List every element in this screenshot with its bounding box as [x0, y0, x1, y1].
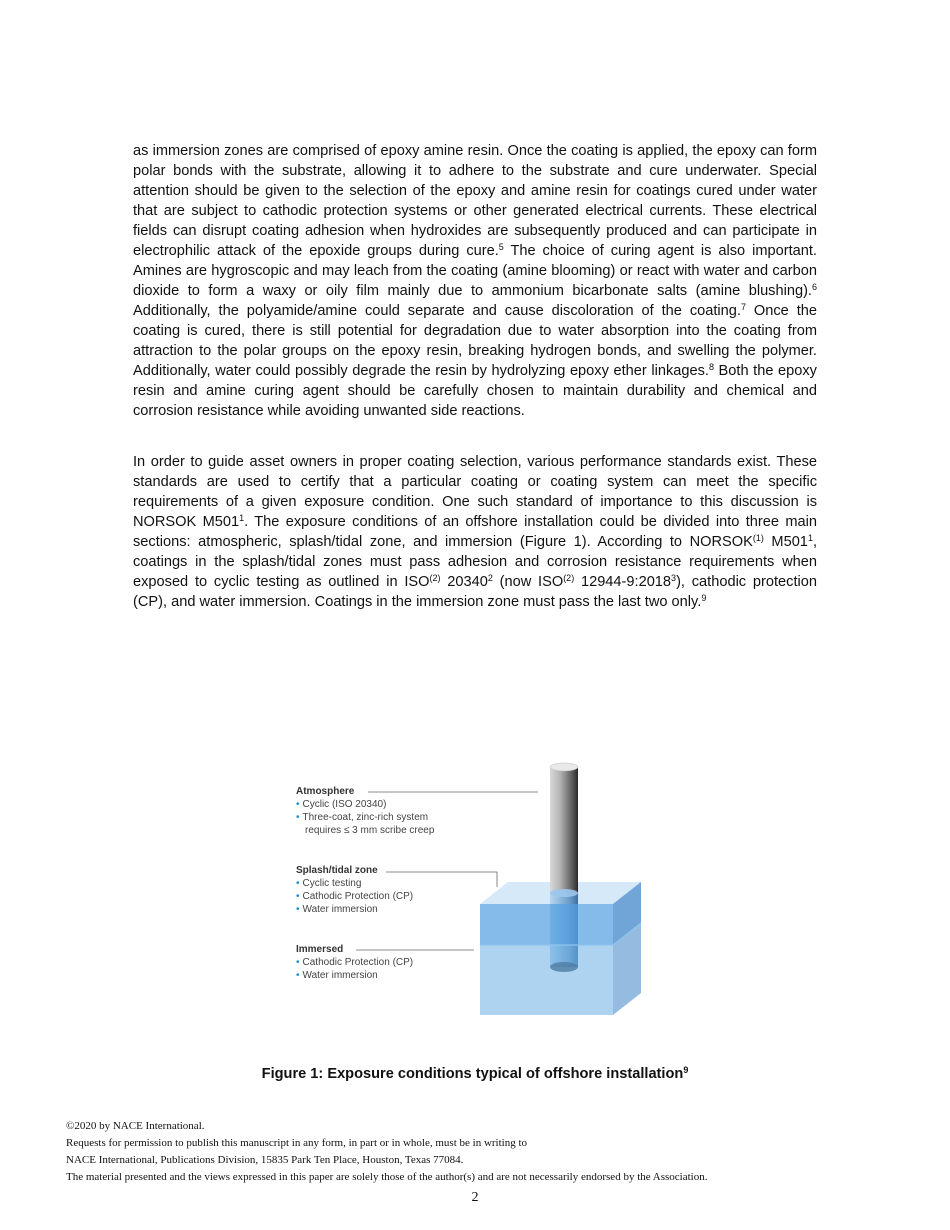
immersed-heading: Immersed — [296, 944, 344, 955]
footer-copyright: ©2020 by NACE International. — [66, 1120, 205, 1132]
page-number: 2 — [471, 1190, 479, 1205]
citation-ref: 9 — [683, 1065, 689, 1075]
legend-item: • Three-coat, zinc-rich system — [296, 812, 429, 823]
footnote-ref: (2) — [429, 573, 441, 583]
citation-ref: 9 — [701, 593, 707, 603]
para1-text-3: Additionally, the polyamide/amine could separate and cause discoloration of the coating. — [133, 303, 741, 319]
legend-item: • Cathodic Protection (CP) — [296, 891, 414, 902]
citation-ref: 6 — [811, 282, 817, 292]
footnote-ref: (2) — [563, 573, 575, 583]
bullet-icon: • — [296, 891, 300, 902]
legend-item: • Water immersion — [296, 904, 378, 915]
legend-item: • Cyclic (ISO 20340) — [296, 799, 387, 810]
citation-ref: 8 — [708, 362, 714, 372]
footer-permission: Requests for permission to publish this manuscript in any form, in part or in whole, must be in writing to — [66, 1137, 528, 1149]
bullet-icon: • — [296, 904, 300, 915]
exposure-figure — [288, 757, 668, 1019]
bullet-icon: • — [296, 812, 300, 823]
para2-text-3: M501 — [763, 534, 808, 550]
pillar-above-water — [550, 767, 578, 893]
bullet-icon: • — [296, 970, 300, 981]
body-paragraph-1 — [133, 141, 817, 421]
footer-disclaimer: The material presented and the views expressed in this paper are solely those of the author(s) and are not necessarily endorsed by the Association. — [66, 1171, 708, 1183]
citation-ref: 1 — [239, 513, 245, 523]
legend-item: • Cyclic testing — [296, 878, 362, 889]
footnote-ref: (1) — [752, 533, 764, 543]
footer-address: NACE International, Publications Division, 15835 Park Ten Place, Houston, Texas 77084. — [66, 1154, 464, 1166]
citation-ref: 5 — [498, 242, 504, 252]
para2-text-1: In order to guide asset owners in proper coating selection, various performance standards exist. These standards are used to certify that a particular coating or coating system can meet the specific requirements of a given exposure condition. One such standard of importance to this discussion is NORSOK M501 — [133, 454, 817, 530]
bullet-icon: • — [296, 799, 300, 810]
citation-ref: 3 — [671, 573, 677, 583]
legend-item: • Cathodic Protection (CP) — [296, 957, 414, 968]
atmosphere-heading: Atmosphere — [296, 786, 355, 797]
citation-ref: 2 — [487, 573, 493, 583]
para2-text-2: . The exposure conditions of an offshore installation could be divided into three main sections: atmospheric, splash/tidal zone, and immersion (Figure 1). According to NORSOK — [133, 514, 817, 550]
atmosphere-legend — [296, 785, 434, 837]
bullet-icon: • — [296, 957, 300, 968]
para1-text-2: The choice of curing agent is also important. Amines are hygroscopic and may leach from the coating (amine blooming) or react with water and carbon dioxide to form a waxy or oily film mainly due to ammonium bicarbonate salts (amine blushing). — [133, 243, 817, 299]
para2-text-4: , coatings in the splash/tidal zones must pass adhesion and corrosion resistance requirements when exposed to cyclic testing as outlined in ISO — [133, 534, 818, 590]
para1-text-5: Both the epoxy resin and amine curing agent should be carefully chosen to maintain durability and chemical and corrosion resistance while avoiding unwanted side reactions. — [133, 363, 817, 419]
citation-ref: 1 — [807, 533, 813, 543]
splash-zone-band — [480, 904, 613, 945]
para2-text-5: 20340 — [440, 574, 488, 590]
bullet-icon: • — [296, 878, 300, 889]
pillar-top — [550, 763, 578, 771]
figure-caption: Figure 1: Exposure conditions typical of offshore installation$^9$ — [261, 1065, 689, 1082]
immersed-legend — [296, 943, 413, 982]
citation-ref: 7 — [740, 302, 746, 312]
para2-text-7: 12944-9:2018 — [574, 574, 672, 590]
legend-item-continuation: requires ≤ 3 mm scribe creep — [305, 825, 435, 836]
splash-legend — [296, 864, 413, 916]
para2-text-6: (now ISO — [492, 574, 564, 590]
legend-item: • Water immersion — [296, 970, 378, 981]
para1-text-4: Once the coating is cured, there is still potential for degradation due to water absorption into the coating from attraction to the polar groups on the epoxy resin, breaking hydrogen bonds, and swelling the polymer. Additionally, water could possibly degrade the resin by hydrolyzing epoxy ether linkages. — [133, 303, 817, 379]
body-paragraph-2 — [133, 452, 817, 612]
splash-heading: Splash/tidal zone — [296, 865, 378, 876]
para2-text-8: ), cathodic protection (CP), and water immersion. Coatings in the immersion zone must pass the last two only. — [133, 574, 817, 610]
para1-text-1: as immersion zones are comprised of epoxy amine resin. Once the coating is applied, the epoxy can form polar bonds with the substrate, allowing it to adhere to the substrate and cure underwater. Special attention should be given to the selection of the epoxy and amine resin for coatings cured under water that are subject to cathodic protection systems or other generated electrical currents. These electrical fields can disrupt coating adhesion when hydroxides are subsequently produced and can participate in electrophilic attack of the epoxide groups during cure. — [133, 143, 817, 259]
